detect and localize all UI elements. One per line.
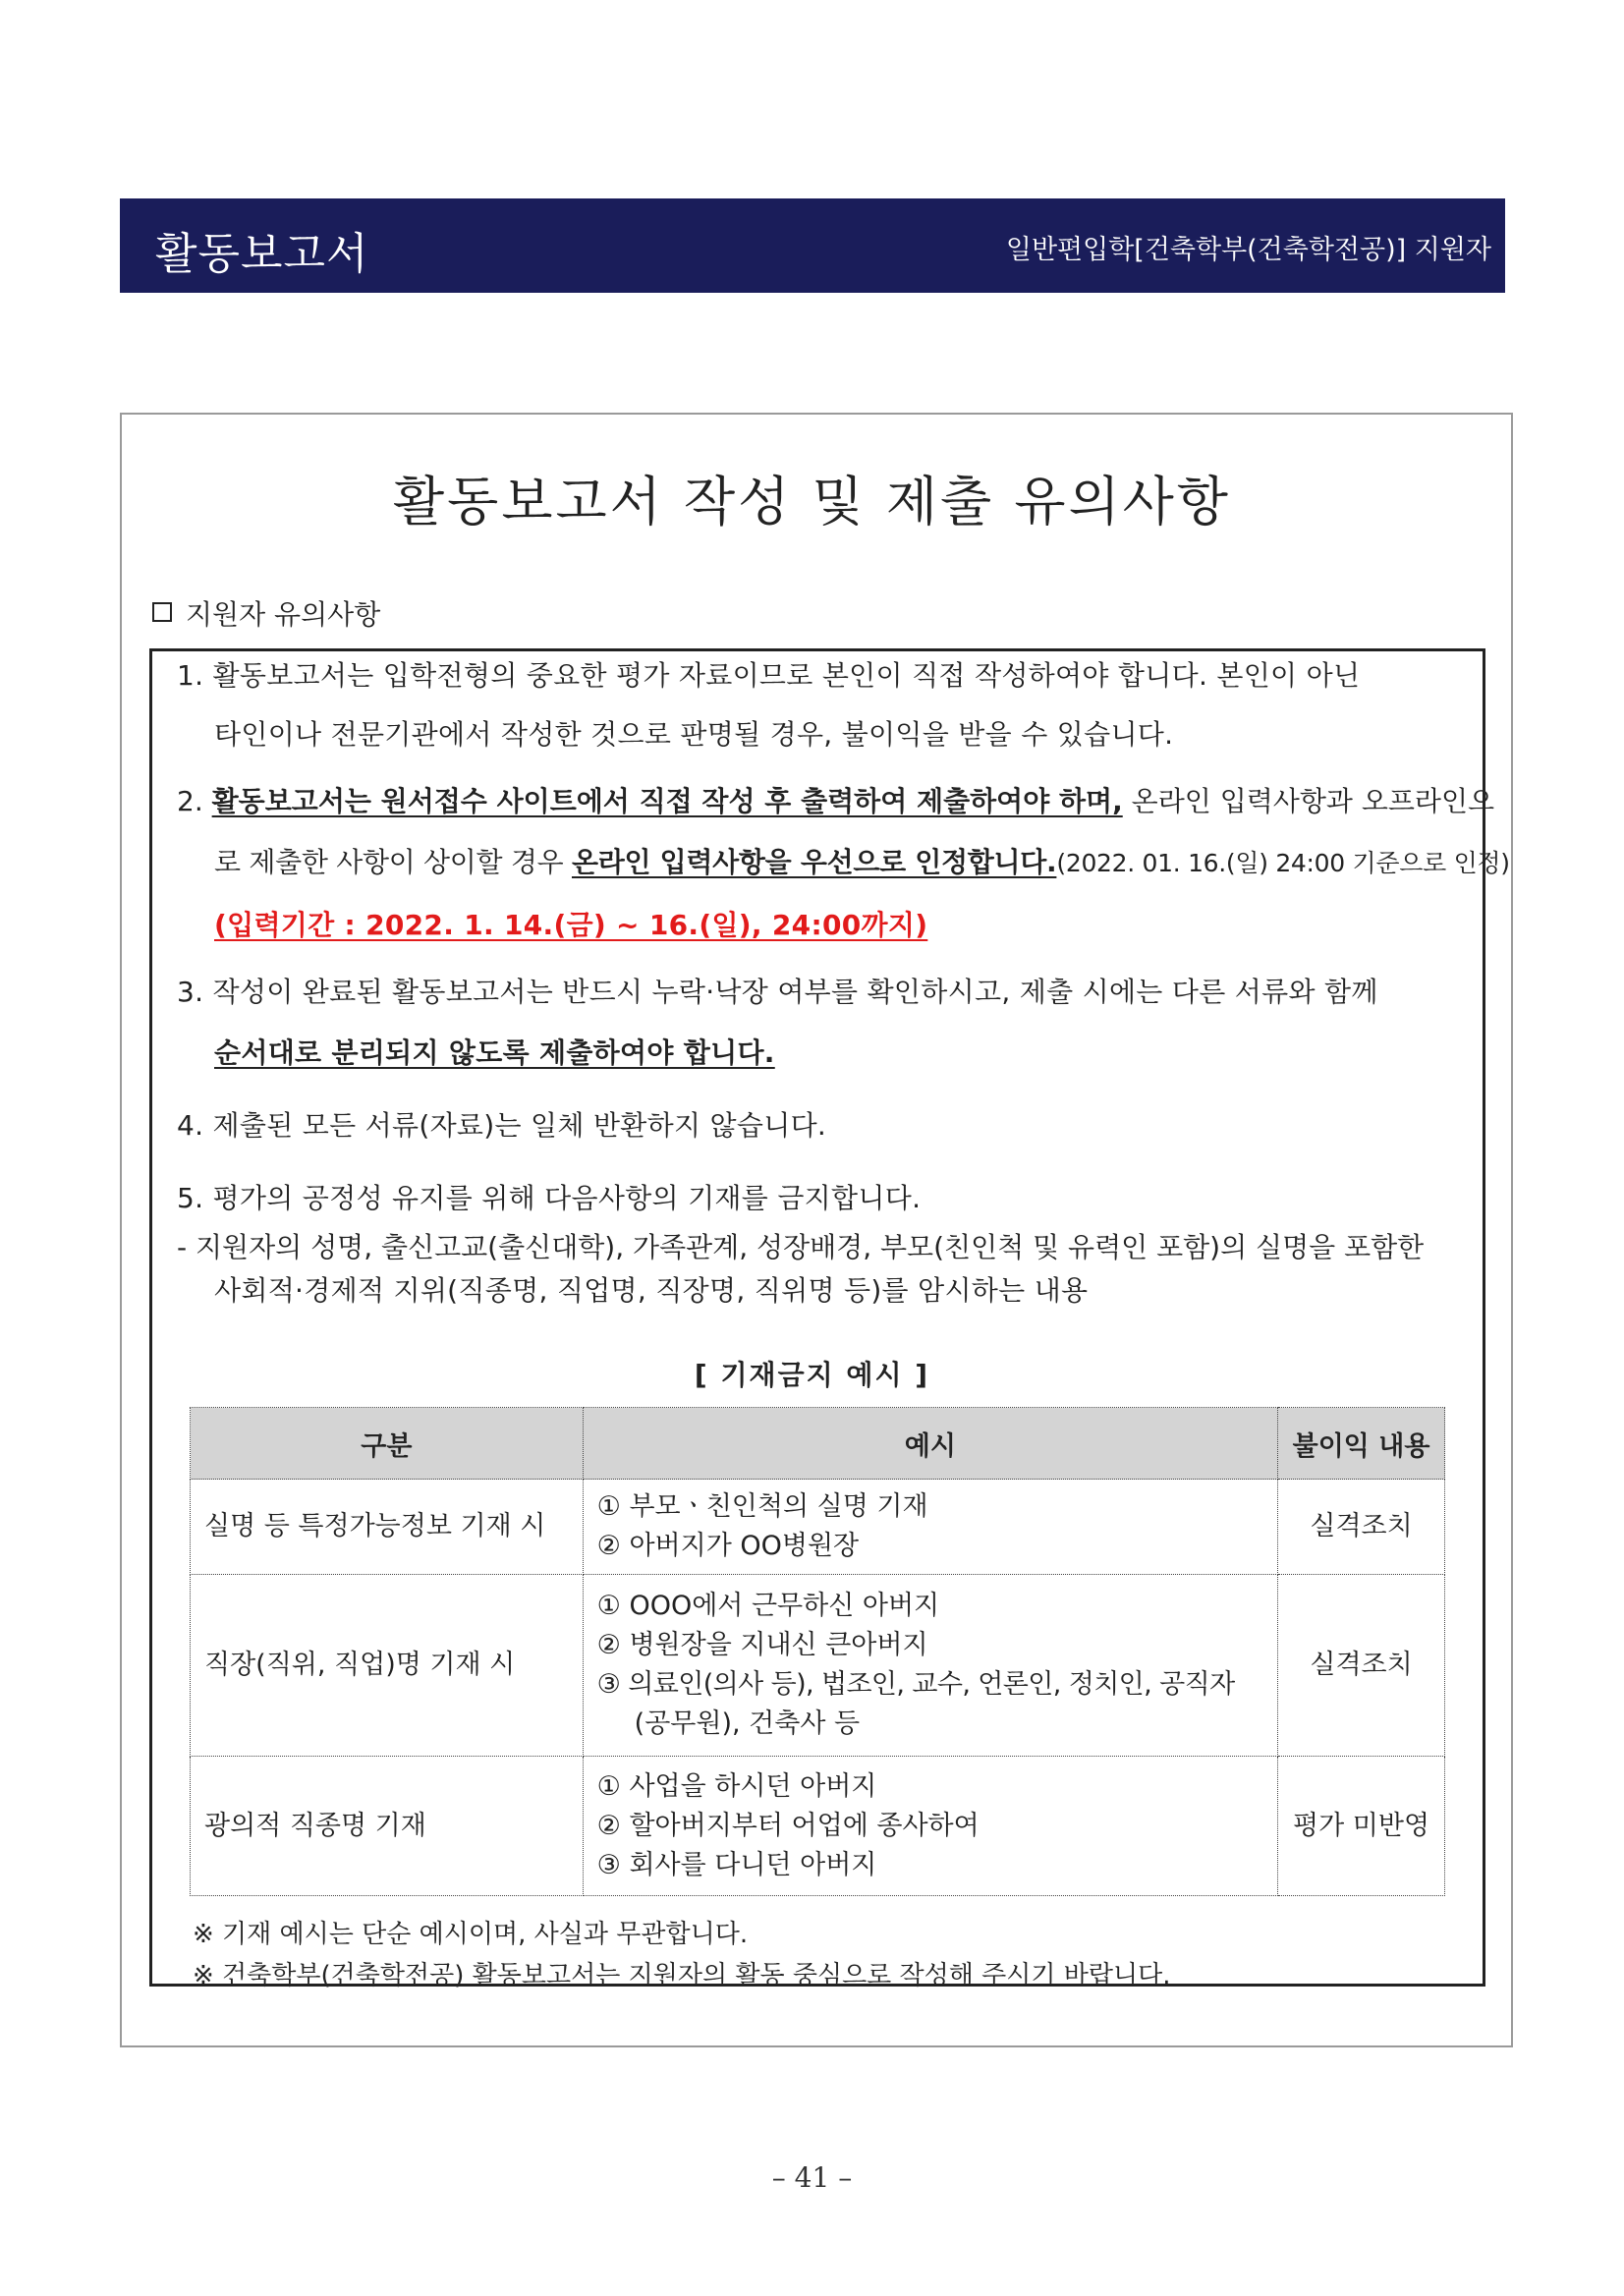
- item-2-line-2-emphasis: 온라인 입력사항을 우선으로 인정합니다.: [571, 846, 1057, 878]
- header-examples: 예시: [583, 1408, 1277, 1480]
- item-1-line-2: 타인이나 전문기관에서 작성한 것으로 판명될 경우, 불이익을 받을 수 있습니다.: [214, 718, 1174, 751]
- example-line: ① OOO에서 근무하신 아버지: [596, 1591, 940, 1621]
- example-line: ③ 회사를 다니던 아버지: [596, 1849, 877, 1880]
- item-2-line-2-date: (2022. 01. 16.(일) 24:00 기준으로 인정): [1056, 849, 1510, 877]
- section-heading-text: 지원자 유의사항: [186, 598, 381, 631]
- row-examples: [583, 1480, 1277, 1575]
- document-title: 활동보고서 작성 및 제출 유의사항: [393, 471, 1231, 532]
- row-penalty: 실격조치: [1278, 1480, 1445, 1575]
- header-band: [120, 198, 1505, 293]
- section-heading: [152, 593, 380, 633]
- prohibited-examples-table: [190, 1407, 1445, 1896]
- row-examples: [583, 1757, 1277, 1896]
- note-1: ※ 기재 예시는 단순 예시이며, 사실과 무관합니다.: [193, 1920, 749, 1949]
- row-category: 실명 등 특정가능정보 기재 시: [191, 1480, 584, 1575]
- item-2-line-1-rest: 온라인 입력사항과 오프라인으: [1122, 785, 1495, 817]
- input-period-text: (입력기간 : 2022. 1. 14.(금) ~ 16.(일), 24:00까지): [214, 909, 928, 941]
- item-2-input-period: [214, 904, 927, 943]
- item-1-line-1: 1. 활동보고서는 입학전형의 중요한 평가 자료이므로 본인이 직접 작성하여야 합니다. 본인이 아닌: [177, 659, 1361, 692]
- row-examples: [583, 1575, 1277, 1757]
- table-row: [191, 1575, 1445, 1757]
- example-line: ② 아버지가 OO병원장: [596, 1531, 860, 1561]
- item-2-line-1: [177, 780, 1494, 819]
- header-category: 구분: [191, 1408, 584, 1480]
- example-line: ③ 의료인(의사 등), 법조인, 교수, 언론인, 정치인, 공직자: [596, 1669, 1235, 1700]
- item-2-emphasis: 활동보고서는 원서접수 사이트에서 직접 작성 후 출력하여 제출하여야 하며,: [211, 785, 1123, 817]
- item-2-number: 2.: [177, 785, 212, 817]
- item-4: 4. 제출된 모든 서류(자료)는 일체 반환하지 않습니다.: [177, 1109, 827, 1142]
- item-5-detail-line-2: 사회적·경제적 지위(직종명, 직업명, 직장명, 직위명 등)를 암시하는 내용: [214, 1274, 1089, 1307]
- item-3-emphasis: 순서대로 분리되지 않도록 제출하여야 합니다.: [214, 1036, 775, 1069]
- row-category: 직장(직위, 직업)명 기재 시: [191, 1575, 584, 1757]
- note-2: ※ 건축학부(건축학전공) 활동보고서는 지원자의 활동 중심으로 작성해 주시기 바랍니다.: [193, 1961, 1171, 1990]
- example-line: ② 병원장을 지내신 큰아버지: [596, 1630, 928, 1660]
- row-penalty: 평가 미반영: [1278, 1757, 1445, 1896]
- table-row: [191, 1757, 1445, 1896]
- item-2-line-2: [214, 841, 1510, 880]
- header-penalty: 불이익 내용: [1278, 1408, 1445, 1480]
- item-5: 5. 평가의 공정성 유지를 위해 다음사항의 기재를 금지합니다.: [177, 1182, 922, 1214]
- header-title: 활동보고서: [155, 229, 369, 279]
- row-penalty: 실격조치: [1278, 1575, 1445, 1757]
- example-line: ① 부모ㆍ친인척의 실명 기재: [596, 1491, 928, 1522]
- example-line: (공무원), 건축사 등: [634, 1708, 861, 1739]
- example-line: ② 할아버지부터 어업에 종사하여: [596, 1810, 980, 1841]
- header-subtitle: 일반편입학[건축학부(건축학전공)] 지원자: [1005, 235, 1491, 265]
- item-3-line-1: 3. 작성이 완료된 활동보고서는 반드시 누락·낙장 여부를 확인하시고, 제출 시에는 다른 서류와 함께: [177, 976, 1378, 1008]
- table-header-row: [191, 1408, 1445, 1480]
- checkbox-square-icon: [152, 602, 172, 622]
- example-line: ① 사업을 하시던 아버지: [596, 1770, 877, 1802]
- item-3-line-2: [214, 1032, 775, 1071]
- item-2-line-2-lead: 로 제출한 사항이 상이할 경우: [214, 846, 572, 878]
- item-5-detail-line-1: - 지원자의 성명, 출신고교(출신대학), 가족관계, 성장배경, 부모(친인척 및 유력인 포함)의 실명을 포함한: [177, 1231, 1425, 1263]
- page-number: – 41 –: [771, 2161, 853, 2194]
- table-caption: [ 기재금지 예시 ]: [694, 1359, 930, 1391]
- row-category: 광의적 직종명 기재: [191, 1757, 584, 1896]
- table-row: [191, 1480, 1445, 1575]
